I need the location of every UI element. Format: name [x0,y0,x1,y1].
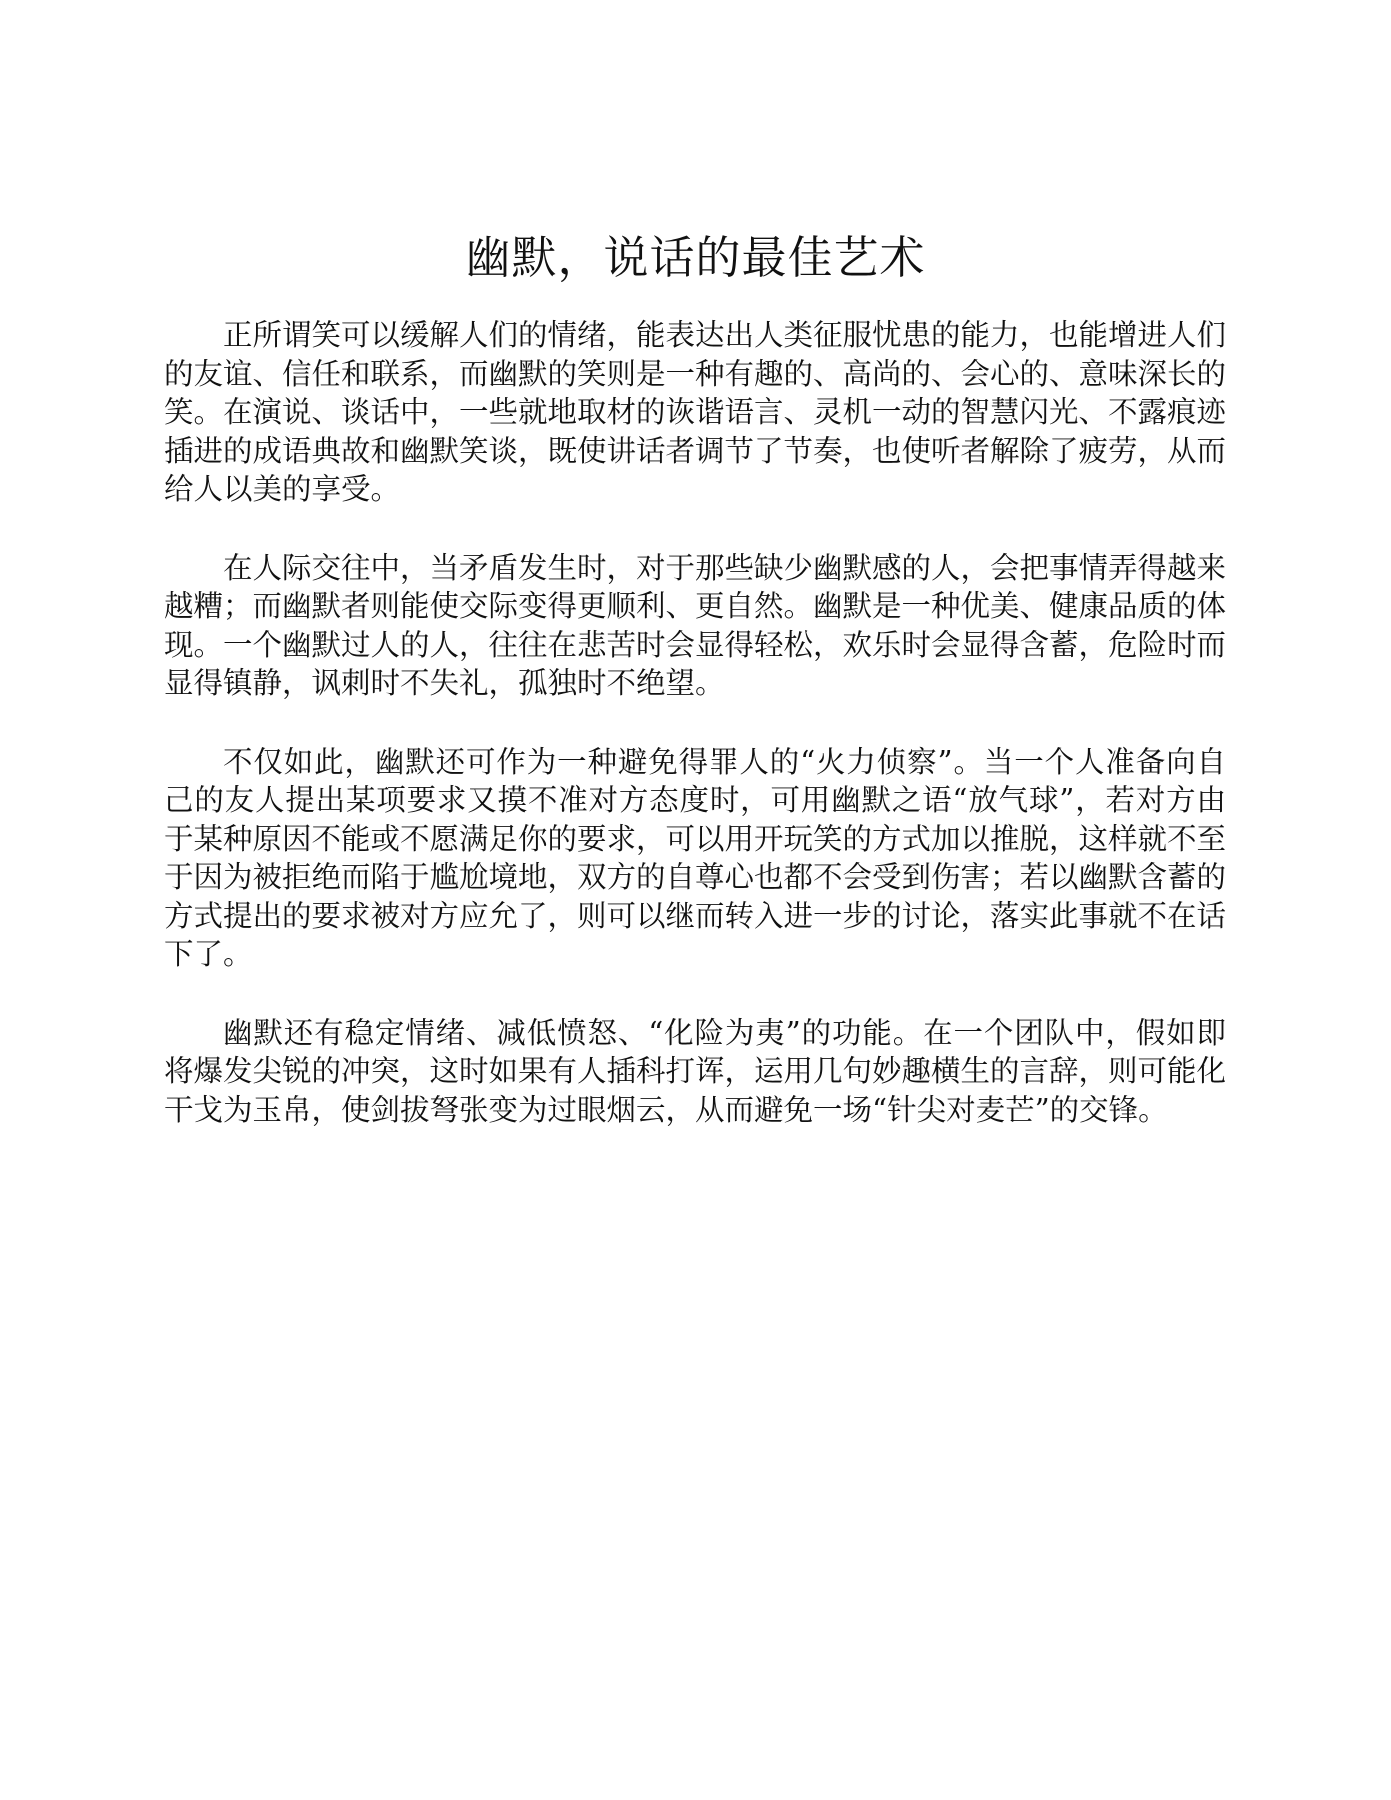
paragraph-4: 幽默还有稳定情绪、减低愤怒、“化险为夷”的功能。在一个团队中，假如即将爆发尖锐的冲突，这时如果有人插科打诨，运用几句妙趣横生的言辞，则可能化干戈为玉帛，使剑拔弩张变为过眼烟云，从而避免一场“针尖对麦芒”的交锋。 [164,1015,1227,1127]
page-title: 幽默，说话的最佳艺术 [465,231,926,284]
article-body [164,316,1226,1169]
paragraph-2: 在人际交往中，当矛盾发生时，对于那些缺少幽默感的人，会把事情弄得越来越糟；而幽默者则能使交际变得更顺利、更自然。幽默是一种优美、健康品质的体现。一个幽默过人的人，往往在悲苦时会显得轻松，欢乐时会显得含蓄，危险时而显得镇静，讽刺时不失礼，孤独时不绝望。 [164,550,1227,700]
paragraph-1: 正所谓笑可以缓解人们的情绪，能表达出人类征服忧患的能力，也能增进人们的友谊、信任和联系，而幽默的笑则是一种有趣的、高尚的、会心的、意味深长的笑。在演说、谈话中，一些就地取材的诙谐语言、灵机一动的智慧闪光、不露痕迹插进的成语典故和幽默笑谈，既使讲话者调节了节奏，也使听者解除了疲劳，从而给人以美的享受。 [164,318,1227,506]
paragraph-3: 不仅如此，幽默还可作为一种避免得罪人的“火力侦察”。当一个人准备向自己的友人提出某项要求又摸不准对方态度时，可用幽默之语“放气球”，若对方由于某种原因不能或不愿满足你的要求，可以用开玩笑的方式加以推脱，这样就不至于因为被拒绝而陷于尴尬境地，双方的自尊心也都不会受到伤害；若以幽默含蓄的方式提出的要求被对方应允了，则可以继而转入进一步的讨论，落实此事就不在话下了。 [164,744,1227,971]
